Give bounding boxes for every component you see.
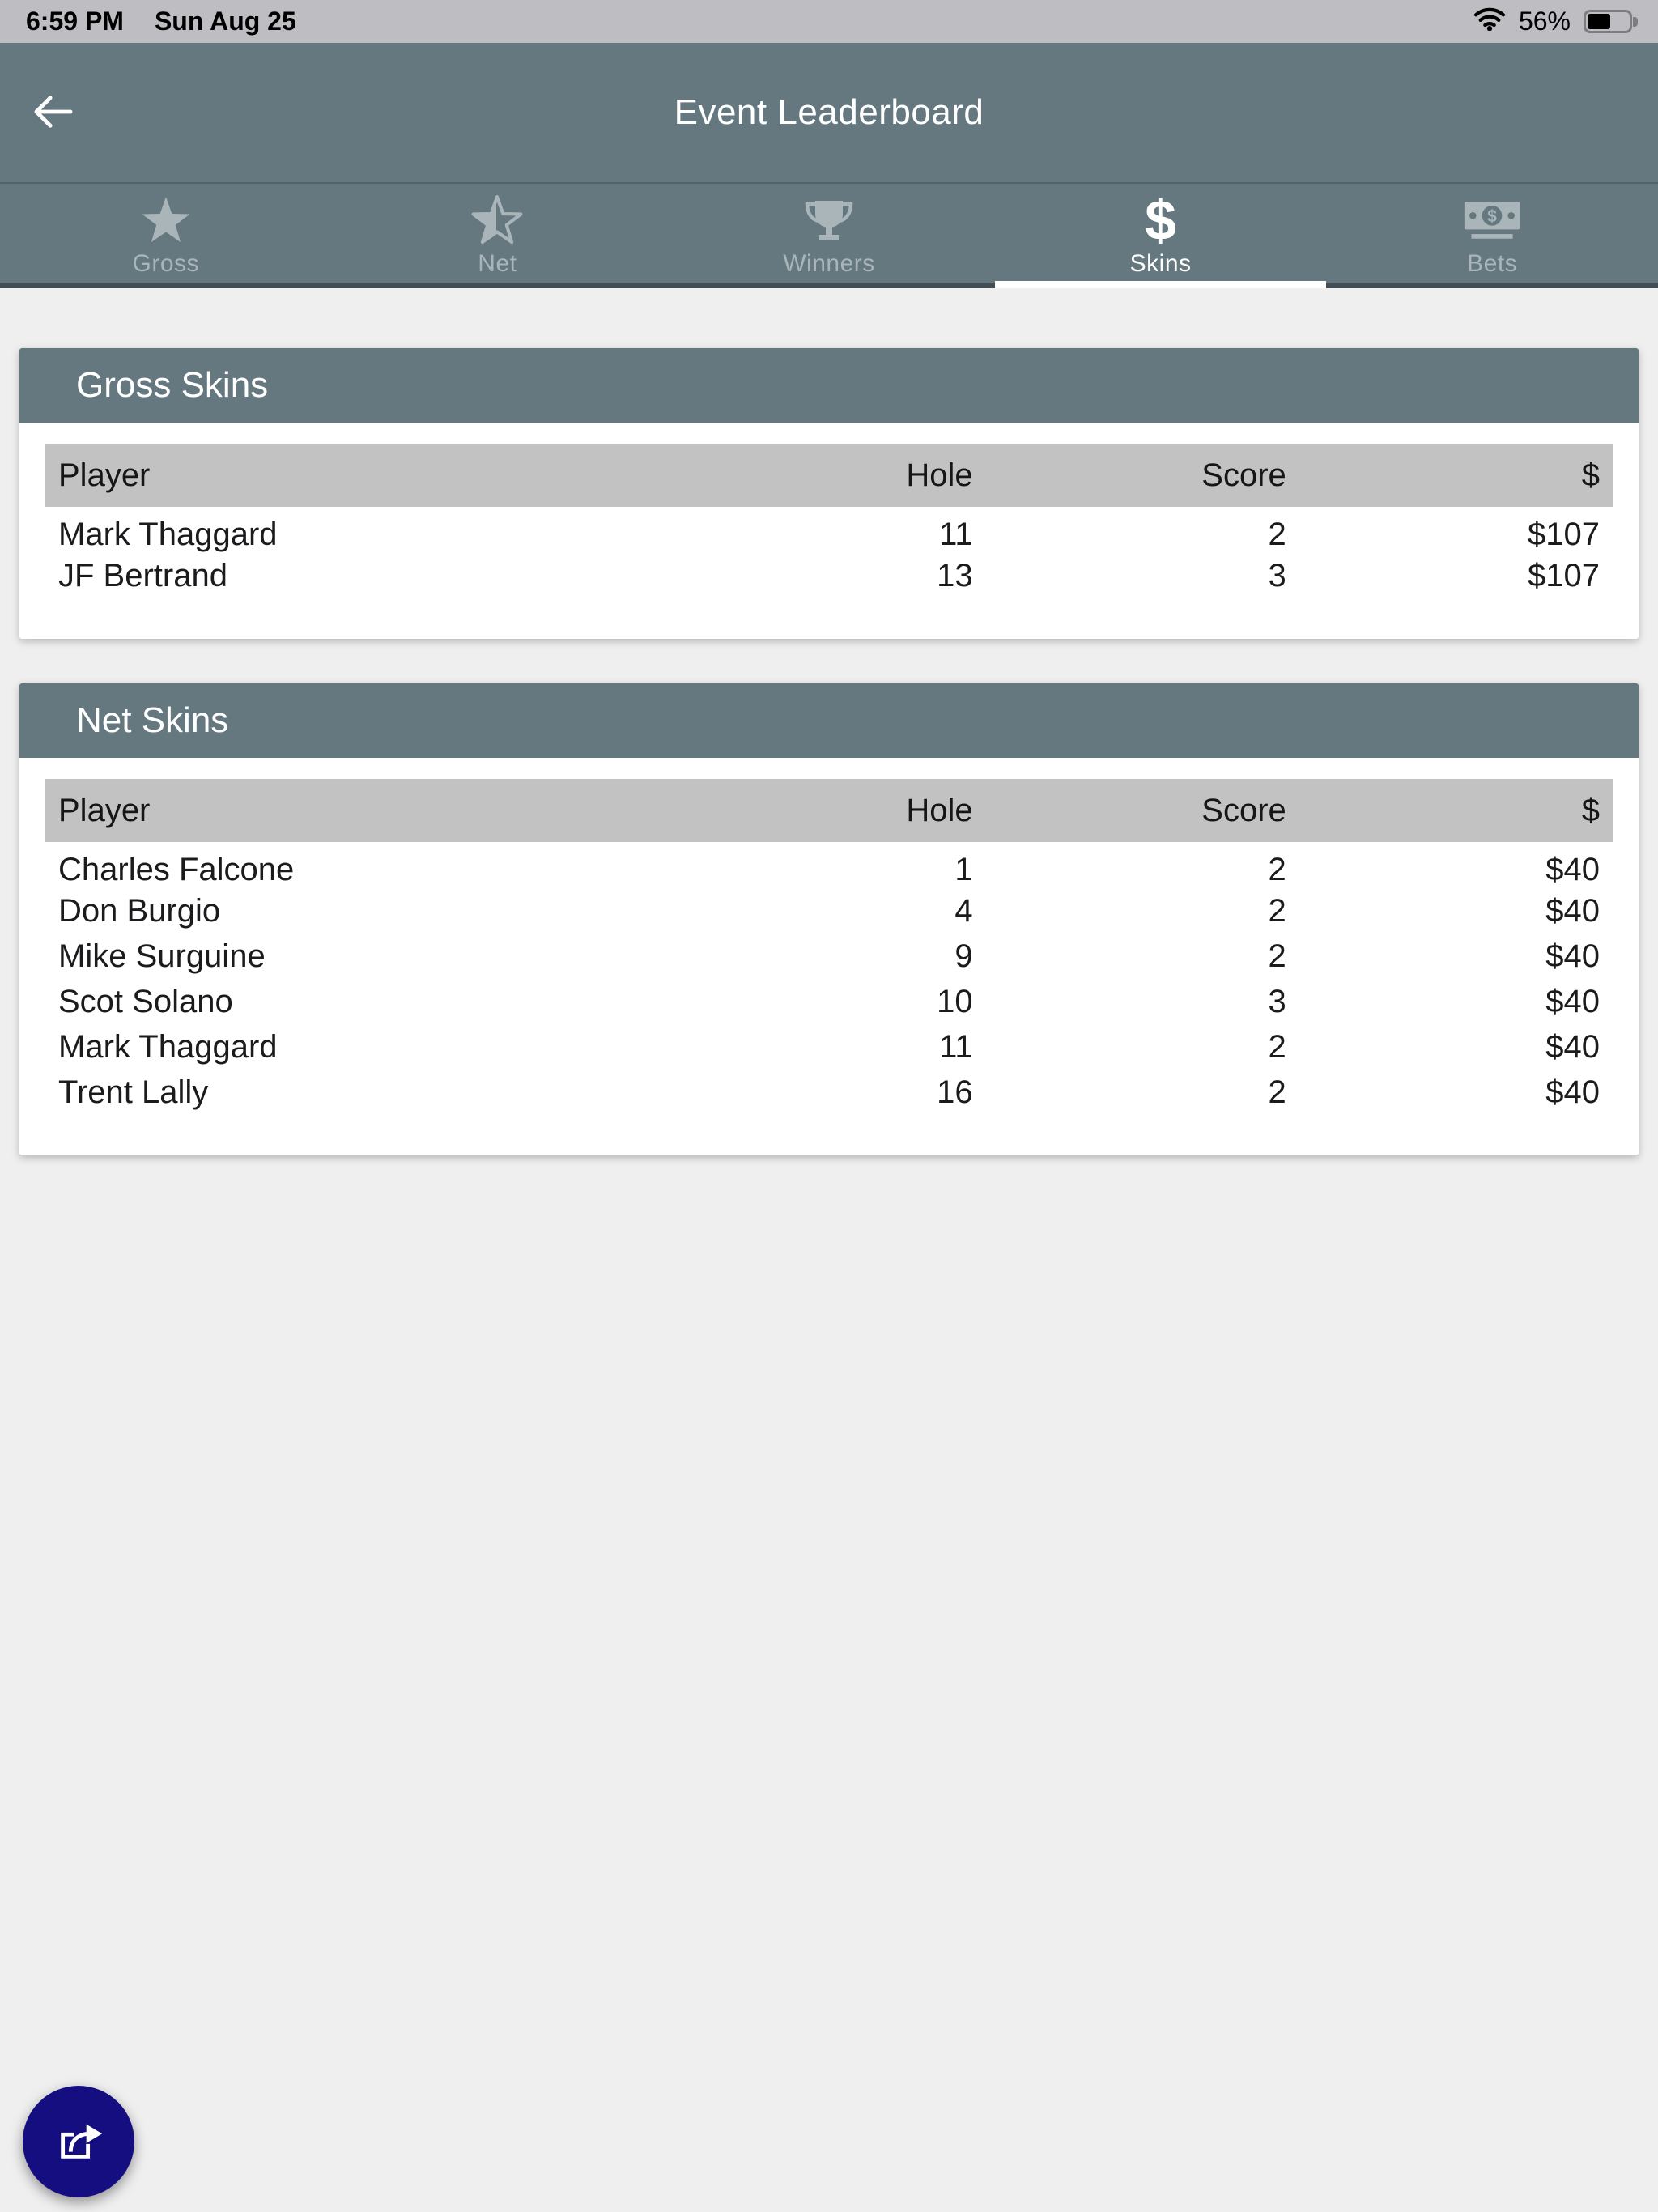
score-value: 3 <box>1268 983 1286 1019</box>
amount-value: $40 <box>1545 1074 1600 1110</box>
tab-net[interactable] <box>332 184 664 288</box>
hole-number: 1 <box>954 852 973 887</box>
score-value: 2 <box>1268 517 1286 552</box>
table-row <box>45 979 1613 1024</box>
col-score: Score <box>986 444 1299 507</box>
table-row <box>45 507 1613 553</box>
score-value: 2 <box>1268 1028 1286 1065</box>
hole-number: 13 <box>937 557 973 593</box>
col-amount: $ <box>1299 444 1613 507</box>
tab-label-skins: Skins <box>1129 250 1192 277</box>
active-tab-indicator <box>995 281 1327 288</box>
col-amount: $ <box>1299 779 1613 842</box>
col-player: Player <box>45 444 782 507</box>
table-row <box>45 888 1613 934</box>
score-value: 2 <box>1268 892 1286 929</box>
hole-number: 10 <box>937 983 973 1019</box>
battery-percent: 56% <box>1518 6 1571 36</box>
tab-label-winners: Winners <box>783 250 875 277</box>
page-title: Event Leaderboard <box>674 92 984 132</box>
net-skins-card <box>19 683 1639 1155</box>
score-value: 3 <box>1268 557 1286 593</box>
amount-value: $40 <box>1545 983 1600 1019</box>
score-value: 2 <box>1268 1074 1286 1110</box>
share-fab-button[interactable] <box>23 2086 134 2197</box>
table-header-row <box>45 444 1613 507</box>
dollar-icon: $ <box>1145 189 1177 252</box>
card-title: Gross Skins <box>19 348 1639 423</box>
table-header-row <box>45 779 1613 842</box>
arrow-left-icon <box>30 93 77 133</box>
tab-winners[interactable] <box>663 184 995 288</box>
amount-value: $107 <box>1528 517 1600 552</box>
col-hole: Hole <box>782 444 986 507</box>
table-row <box>45 1070 1613 1115</box>
trophy-icon <box>803 192 855 249</box>
star-icon <box>139 192 193 249</box>
tab-label-gross: Gross <box>132 250 200 277</box>
amount-value: $40 <box>1545 852 1600 887</box>
amount-value: $40 <box>1545 892 1600 929</box>
player-name: Scot Solano <box>58 983 233 1019</box>
tab-label-bets: Bets <box>1467 250 1518 277</box>
player-name: Trent Lally <box>58 1074 209 1110</box>
battery-icon <box>1584 10 1632 33</box>
tab-bar <box>0 182 1658 288</box>
player-name: Mark Thaggard <box>58 1028 278 1065</box>
player-name: JF Bertrand <box>58 557 227 593</box>
tab-skins[interactable] <box>995 184 1327 288</box>
hole-number: 4 <box>954 892 973 929</box>
status-bar <box>0 0 1658 43</box>
amount-value: $40 <box>1545 1028 1600 1065</box>
gross-skins-card <box>19 348 1639 639</box>
col-hole: Hole <box>782 779 986 842</box>
player-name: Don Burgio <box>58 892 221 929</box>
battery-fill <box>1588 14 1610 29</box>
banknote-icon <box>1463 192 1521 249</box>
player-name: Mark Thaggard <box>58 517 278 552</box>
amount-value: $40 <box>1545 938 1600 974</box>
table-row <box>45 934 1613 979</box>
wifi-icon <box>1473 6 1506 37</box>
battery-nub <box>1633 17 1638 27</box>
card-title: Net Skins <box>19 683 1639 758</box>
status-date: Sun Aug 25 <box>154 6 296 36</box>
share-icon <box>52 2116 105 2168</box>
tab-label-net: Net <box>478 250 517 277</box>
skins-table <box>45 779 1613 1115</box>
content-area <box>0 288 1658 1155</box>
skins-table <box>45 444 1613 598</box>
svg-text:$: $ <box>1487 206 1497 226</box>
star-half-icon <box>470 192 524 249</box>
hole-number: 11 <box>939 1028 973 1065</box>
hole-number: 16 <box>937 1074 973 1110</box>
hole-number: 9 <box>954 938 973 974</box>
tab-bets[interactable] <box>1326 184 1658 288</box>
table-row <box>45 1024 1613 1070</box>
player-name: Mike Surguine <box>58 938 266 974</box>
player-name: Charles Falcone <box>58 852 295 887</box>
nav-header <box>0 43 1658 182</box>
col-score: Score <box>986 779 1299 842</box>
col-player: Player <box>45 779 782 842</box>
tab-gross[interactable] <box>0 184 332 288</box>
status-time: 6:59 PM <box>26 6 124 36</box>
table-row <box>45 553 1613 598</box>
back-button[interactable] <box>21 80 86 145</box>
amount-value: $107 <box>1528 557 1600 593</box>
score-value: 2 <box>1268 852 1286 887</box>
hole-number: 11 <box>939 517 973 552</box>
table-row <box>45 842 1613 888</box>
score-value: 2 <box>1268 938 1286 974</box>
